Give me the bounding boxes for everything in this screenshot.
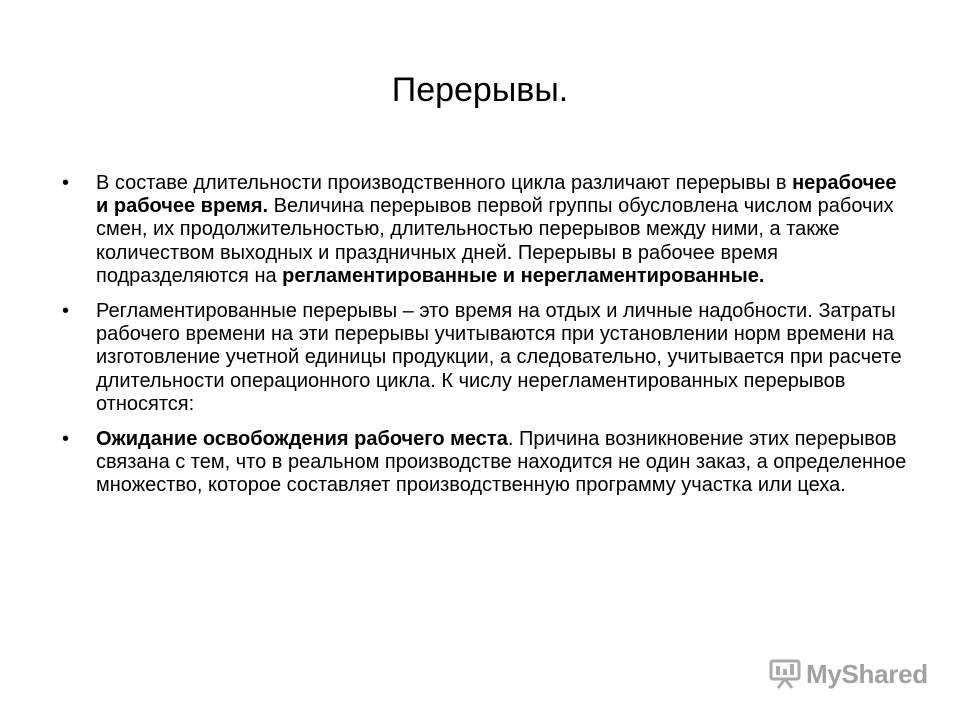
bullet-item [62, 428, 912, 498]
bullet-marker: • [62, 300, 70, 323]
bullet-list [62, 172, 912, 510]
watermark-text: MyShared [806, 658, 928, 689]
bullet-marker: • [62, 172, 70, 194]
watermark-logo [768, 656, 928, 692]
bullet-text-segment: . Причина возникновение этих перерывов связана с тем, что в реальном производстве находится не один заказ, а определенное множество, которое составляет производственную программу участка или цеха. [96, 428, 907, 497]
bullet-text-emphasis: нерабочее и рабочее время. [96, 172, 897, 218]
bullet-text-segment: Величина перерывов первой группы обусловлена числом рабочих смен, их продолжительностью, длительностью перерывов между ними, а также количеством выходных и праздничных дней. Перерывы в рабочее время подразделяются на [96, 195, 894, 287]
bullet-marker: • [62, 428, 70, 451]
slide-title: Перерывы. [391, 71, 569, 109]
presentation-board-icon [768, 658, 802, 690]
bullet-item [62, 172, 912, 288]
bullet-item [62, 300, 912, 416]
bullet-text-segment: Регламентированные перерывы – это время на отдых и личные надобности. Затраты рабочего времени на эти перерывы учитываются при установлении норм времени на изготовление учетной единицы продукции, а следовательно, учитывается при расчете длительности операционного цикла. К числу нерегламентированных перерывов относятся: [96, 300, 902, 415]
bullet-text-emphasis: регламентированные и нерегламентированные. [282, 264, 765, 287]
bullet-text-segment: В составе длительности производственного цикла различают перерывы в [96, 172, 793, 194]
bullet-text-emphasis: Ожидание освобождения рабочего места [96, 428, 508, 451]
